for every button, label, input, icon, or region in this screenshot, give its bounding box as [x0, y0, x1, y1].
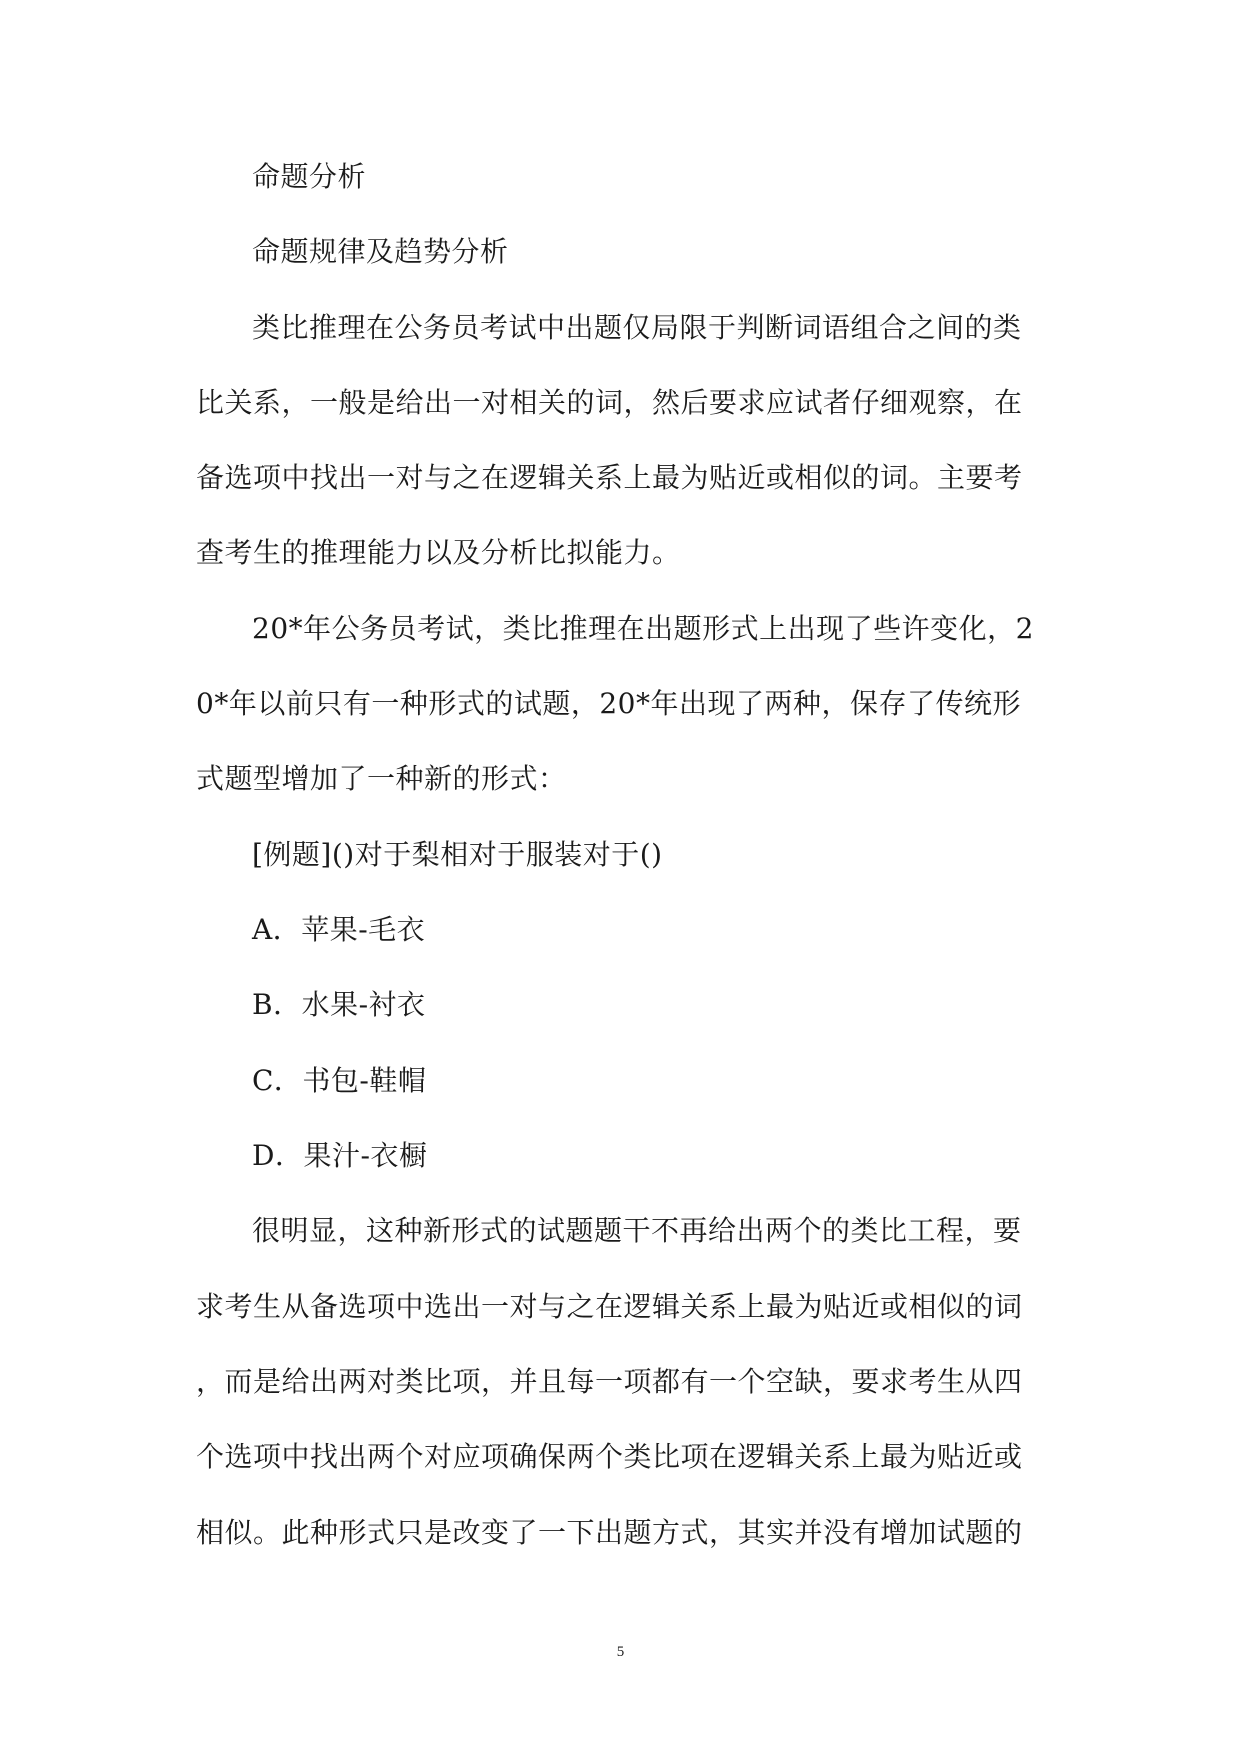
example-question: [例题]()对于梨相对于服装对于()	[252, 838, 663, 871]
paragraph-line: 20*年公务员考试，类比推理在出题形式上出现了些许变化，2	[252, 612, 1034, 645]
heading-trend-analysis: 命题规律及趋势分析	[252, 235, 509, 268]
option-b: B．水果-衬衣	[252, 988, 426, 1021]
paragraph-line: 0*年以前只有一种形式的试题，20*年出现了两种，保存了传统形	[196, 687, 1021, 720]
option-d: D．果汁-衣橱	[252, 1139, 428, 1172]
option-c: C．书包-鞋帽	[252, 1064, 427, 1097]
paragraph-line: 类比推理在公务员考试中出题仅局限于判断词语组合之间的类	[252, 311, 1022, 344]
paragraph-line: 个选项中找出两个对应项确保两个类比项在逻辑关系上最为贴近或	[196, 1440, 1023, 1473]
paragraph-line: 查考生的推理能力以及分析比拟能力。	[196, 536, 681, 569]
paragraph-line: 备选项中找出一对与之在逻辑关系上最为贴近或相似的词。主要考	[196, 461, 1023, 494]
page-number: 5	[616, 1644, 625, 1660]
paragraph-line: 式题型增加了一种新的形式：	[196, 762, 567, 795]
option-a: A．苹果-毛衣	[252, 913, 426, 946]
paragraph-line: 相似。此种形式只是改变了一下出题方式，其实并没有增加试题的	[196, 1516, 1023, 1549]
paragraph-line: 比关系，一般是给出一对相关的词，然后要求应试者仔细观察，在	[196, 386, 1023, 419]
paragraph-line: 很明显，这种新形式的试题题干不再给出两个的类比工程，要	[252, 1214, 1022, 1247]
paragraph-line: 求考生从备选项中选出一对与之在逻辑关系上最为贴近或相似的词	[196, 1290, 1023, 1323]
paragraph-line: ，而是给出两对类比项，并且每一项都有一个空缺，要求考生从四	[196, 1365, 1023, 1398]
heading-proposition-analysis: 命题分析	[252, 160, 367, 193]
